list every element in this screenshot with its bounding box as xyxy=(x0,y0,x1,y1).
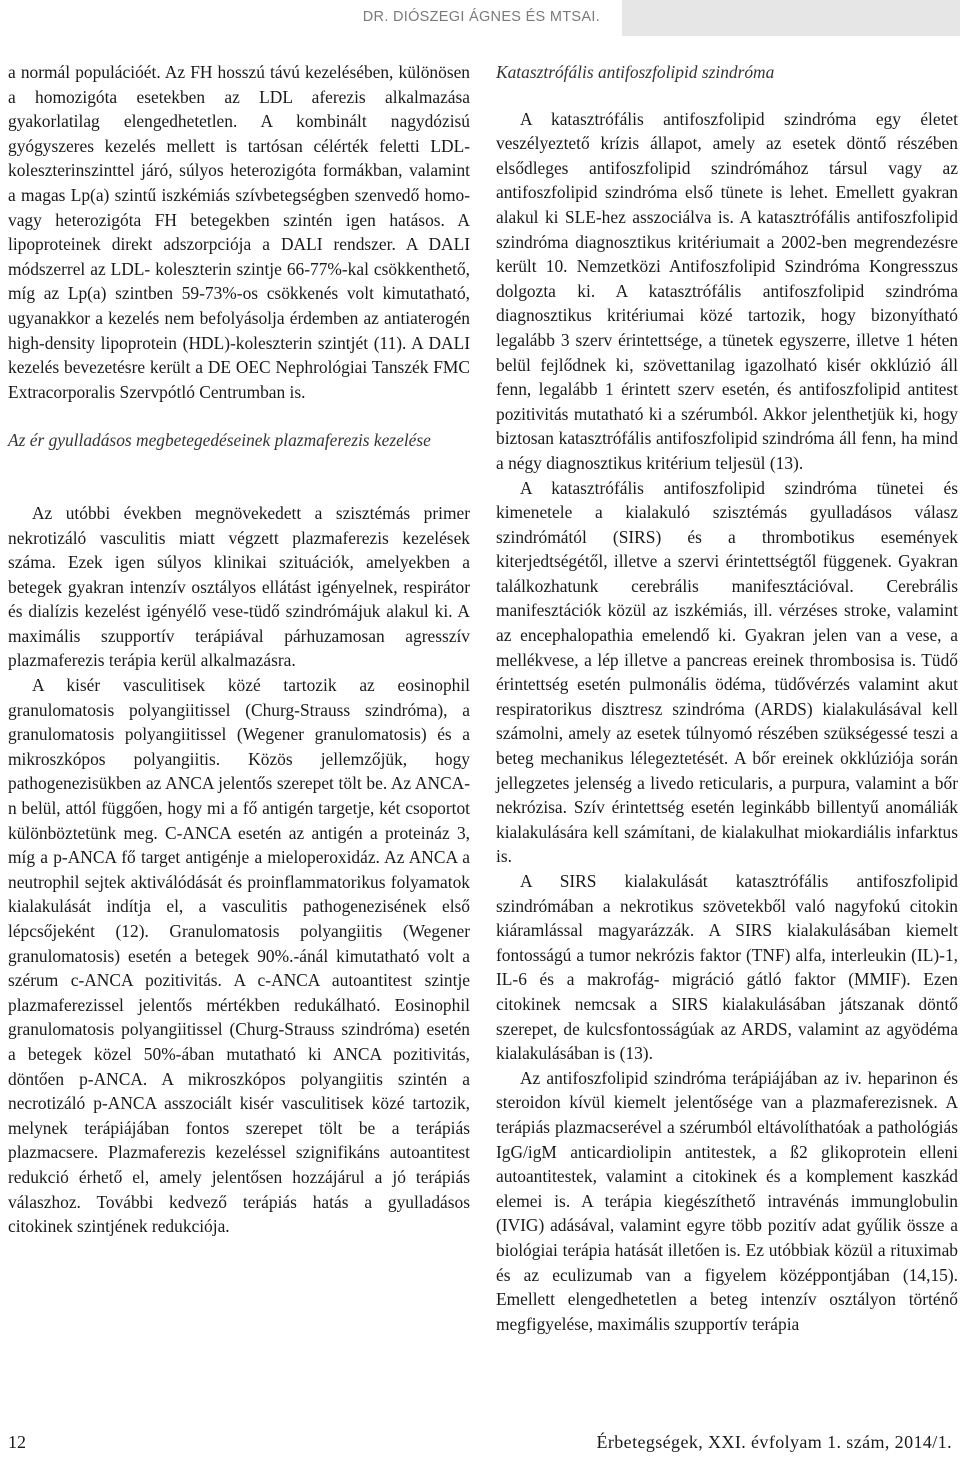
page-footer xyxy=(0,1424,960,1464)
paragraph: Az utóbbi években megnövekedett a szisztémás primer nekrotizáló vasculitis miatt végzett plazmaferezis kezelések száma. Ezek igen súlyos klinikai szituációk, amelyekben a betegek gyakran intenzív osztályos ellátást igényelnek, respirátor és dialízis kezelést igényélő vese-tüdő szindrómájuk alakul ki. A maximális szupportív terápiával párhuzamosan agresszív plazmaferezis terápia kerül alkalmazásra. xyxy=(8,502,470,671)
section-heading: Katasztrófális antifoszfolipid szindróma xyxy=(496,62,775,82)
section-heading: Az ér gyulladásos megbetegedéseinek plazmaferezis kezelése xyxy=(8,430,431,451)
left-column xyxy=(8,60,470,1239)
paragraph: A katasztrófális antifoszfolipid szindróma tünetei és kimenetele a kialakuló szisztémás gyulladásos válasz szindrómától (SIRS) és a thrombotikus események kiterjedtségétől, illetve a szervi érintettségtől függenek. Gyakran találkozhatunk cerebrális manifesztációval. Cerebrális manifesztációk közül az iszkémiás, ill. vérzéses stroke, valamint az encephalopathia emelendő ki. Gyakran jelen van a vese, a mellékvese, a lép illetve a pancreas ereinek thrombosisa is. Tüdő érintettség esetén pulmonális ödéma, tüdővérzés valamint akut respiratorikus disztresz szindróma (ARDS) kialakulásával kell számolni, amely az esetek túlnyomó részében szükségessé teszi a beteg mechanikus lélegeztetését. A bőr ereinek okklúziója során jellegzetes jelenség a livedo reticularis, a purpura, valamint a bőr nekrózisa. Szív érintettség esetén leginkább billentyű anomáliák kialakulására kell számítani, de kialakulhat miokardiális infarktus is. xyxy=(496,477,958,867)
header-tab xyxy=(622,0,960,36)
running-head: DR. DIÓSZEGI ÁGNES ÉS MTSAI. xyxy=(362,9,600,25)
page-header xyxy=(0,0,960,36)
paragraph: Az antifoszfolipid szindróma terápiájában az iv. heparinon és steroidon kívül kiemelt jelentősége van a plazmaferezisnek. A terápiás plazmacserével a szérumból eltávolíthatóak a pathológiás IgG/igM anticardiolipin antitestek, a ß2 glikoprotein elleni autoantitestek, valamint a citokinek és a komplement kaszkád elemei is. A terápia kiegészíthető intravénás immunglobulin (IVIG) adásával, valamint egyre több pozitív adat gyűlik össze a biológiai terápia hatását illetően is. Ez utóbbiak közül a rituximab és az eculizumab van a figyelem középpontjában (14,15). Emellett elengedhetetlen a beteg intenzív osztályon történő megfigyelése, maximális szupportív terápia xyxy=(496,1067,958,1334)
journal-citation: Érbetegségek, XXI. évfolyam 1. szám, 2014/1. xyxy=(596,1432,952,1452)
paragraph: A kisér vasculitisek közé tartozik az eosinophil granulomatosis polyangiitissel (Churg-Strauss szindróma), a granulomatosis polyangiitissel (Wegener granulomatosis) és a mikroszkópos polyangiitis. Közös jellemzőjük, hogy pathogenezisükben az ANCA jelentős szerepet tölt be. Az ANCA-n belül, attól függően, hogy mi a fő antigén targetje, két csoportot különböztetünk meg. C-ANCA esetén az antigén a proteináz 3, míg a p-ANCA fő target antigénje a mieloperoxidáz. Az ANCA a neutrophil sejtek aktiválódását és proinflammatorikus folyamatok kialakulását indítja el, a vasculitis pathogenezisének első lépcsőjeként (12). Granulomatosis polyangiitis (Wegener granulomatosis) esetén a betegek 90%.-ánál kimutatható volt a szérum c-ANCA pozitivitás. A c-ANCA autoantitest szintje plazmaferezissel jelentős mértékben redukálható. Eosinophil granulomatosis polyangiitissel (Churg-Strauss szindróma) esetén a betegek közel 50%-ában mutatható ki ANCA pozitivitás, döntően p-ANCA. A mikroszkópos polyangiitis szintén a necrotizáló p-ANCA asszociált kisér vasculitisek közé tartozik, melynek terápiájában fontos szerepet tölt be a terápiás plazmacsere. Plazmaferezis kezeléssel szignifikáns autoantitest redukció érhető el, amely jelentősen hozzájárul a jó terápiás válaszhoz. További kedvező terápiás hatás a gyulladásos citokinek szintjének redukciója. xyxy=(8,675,470,1237)
right-column xyxy=(496,60,958,1336)
page-number: 12 xyxy=(8,1432,26,1452)
paragraph: A katasztrófális antifoszfolipid szindróma egy életet veszélyeztető krízis állapot, amely az esetek döntő részében elsődleges antifoszfolipid szindrómához társul vagy az antifoszfolipid szindróma első tünete is lehet. Emellett gyakran alakul ki SLE-hez asszociálva is. A katasztrófális antifoszfolipid szindróma diagnosztikus kritériumait a 2002-ben megrendezésre került 10. Nemzetközi Antifoszfolipid Szindróma Kongresszus dolgozta ki. A katasztrófális antifoszfolipid szindróma diagnosztikus kritériumai közé tartozik, hogy bizonyítható legalább 3 szerv érintettsége, a tünetek egyszerre, illetve 1 héten belül fejlődnek ki, szövettanilag igazolható kisér okklúzió áll fenn, legalább 1 érintett szerv esetén, és antifoszfolipid antitest pozitivitás mutatható ki a szérumból. Akkor jelenthetjük ki, hogy biztosan katasztrófális antifoszfolipid szindróma áll fenn, ha mind a négy diagnosztikus kritérium teljesül (13). xyxy=(496,108,958,473)
paragraph: a normál populációét. Az FH hosszú távú kezelésében, különösen a homozigóta esetekben az LDL aferezis alkalmazása gyakorlatilag elengedhetetlen. A kombinált nagydózisú gyógyszeres kezelés mellett is tartósan célérték feletti LDL-koleszterinszinttel járó, súlyos heterozigóta formákban, valamint a magas Lp(a) szintű iszkémiás szívbetegségben szenvedő homo- vagy heterozigóta FH betegekben szintén igen hatásos. A lipoproteinek direkt adszorpciója a DALI rendszer. A DALI módszerrel az LDL- koleszterin szintje 66-77%-kal csökkenthető, míg az Lp(a) szintben 59-73%-os csökkenés volt kimutatható, ugyanakkor a kezelés nem befolyásolja érdemben az antiaterogén high-density lipoprotein (HDL)-koleszterin szintjét (11). A DALI kezelés bevezetésre került a DE OEC Nephrológiai Tanszék FMC Extracorporalis Szervpótló Centrumban is. xyxy=(8,62,470,402)
paragraph: A SIRS kialakulását katasztrófális antifoszfolipid szindrómában a nekrotikus szövetekből való nagyfokú citokin kiáramlással magyarázzák. A SIRS kialakulásában kiemelt fontosságú a tumor nekrózis faktor (TNF) alfa, interleukin (IL)-1, IL-6 és a makrofág- migráció gátló faktor (MMIF). Ezen citokinek nemcsak a SIRS kialakulásában játszanak döntő szerepet, de kulcsfontosságúak az ARDS, valamint az agyödéma kialakulásában is (13). xyxy=(496,871,958,1064)
